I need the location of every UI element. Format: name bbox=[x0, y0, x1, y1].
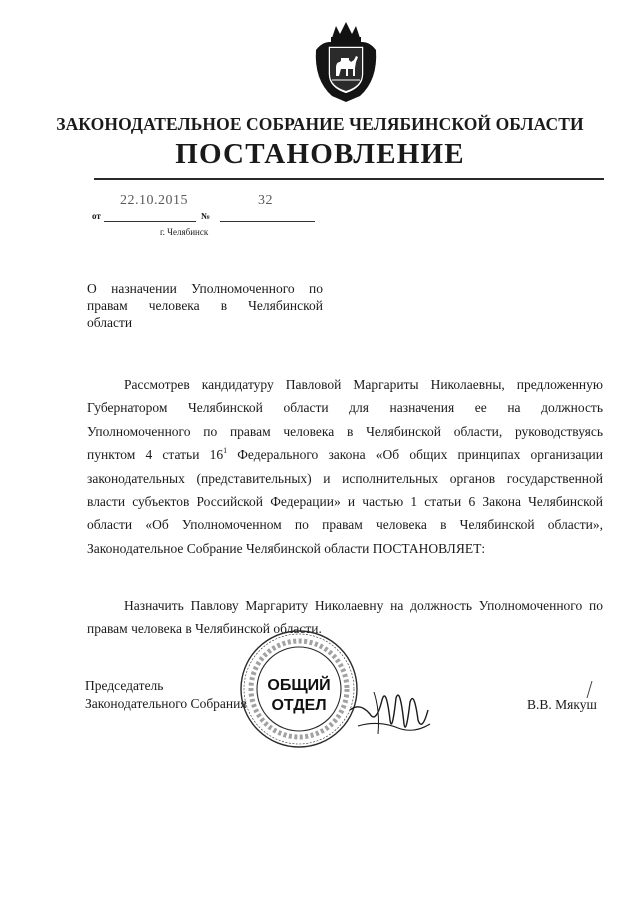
signer-title-line: Законодательного Собрания bbox=[85, 696, 247, 711]
header-divider bbox=[94, 178, 604, 180]
subject-line: О назначении Уполномоченного по bbox=[87, 281, 323, 296]
number-line bbox=[220, 221, 315, 222]
document-subject bbox=[87, 280, 323, 331]
body-line: Назначить Павлову Маргариту Николаевну на должность Уполномоченного по bbox=[124, 598, 603, 613]
signer-name: В.В. Мякуш bbox=[527, 697, 597, 712]
svg-text:ОТДЕЛ: ОТДЕЛ bbox=[271, 697, 327, 714]
number-value: 32 bbox=[258, 193, 273, 208]
official-stamp bbox=[238, 628, 360, 750]
ink-mark bbox=[584, 680, 594, 700]
body-line: законодательных (представительных) и исполнительных органов государственной bbox=[87, 470, 603, 486]
signer-title-line: Председатель bbox=[85, 678, 164, 693]
body-line: области «Об Уполномоченном по правам человека в Челябинской области», bbox=[87, 517, 603, 533]
date-prefix: от bbox=[92, 211, 101, 221]
svg-text:ОБЩИЙ: ОБЩИЙ bbox=[267, 677, 331, 694]
document-type-title: ПОСТАНОВЛЕНИЕ bbox=[175, 138, 465, 170]
body-line: Законодательное Собрание Челябинской области ПОСТАНОВЛЯЕТ: bbox=[87, 540, 486, 556]
date-value: 22.10.2015 bbox=[120, 193, 188, 208]
subject-line: правам человека в Челябинской bbox=[87, 298, 323, 313]
body-line: Рассмотрев кандидатуру Павловой Маргариты Николаевны, предложенную bbox=[124, 377, 603, 392]
signer-title bbox=[85, 677, 247, 713]
date-line bbox=[104, 221, 196, 222]
handwritten-signature bbox=[348, 680, 434, 742]
body-line: Уполномоченного по правам человека в Челябинской области, руководствуясь bbox=[87, 423, 603, 439]
body-paragraph-1 bbox=[87, 373, 603, 560]
subject-line: области bbox=[87, 315, 133, 330]
number-prefix: № bbox=[201, 211, 211, 221]
body-line: Губернатором Челябинской области для назначения ее на должность bbox=[87, 400, 603, 416]
body-line: власти субъектов Российской Федерации» и частью 1 статьи 6 Закона Челябинской bbox=[87, 494, 603, 510]
place-label: г. Челябинск bbox=[160, 227, 209, 237]
coat-of-arms-emblem bbox=[312, 20, 380, 104]
body-line: пунктом 4 статьи $16^1$ Федерального закона «Об общих принципах организации bbox=[87, 446, 603, 463]
body-line: правам человека в Челябинской области. bbox=[87, 621, 322, 637]
organization-name: ЗАКОНОДАТЕЛЬНОЕ СОБРАНИЕ ЧЕЛЯБИНСКОЙ ОБЛАСТИ bbox=[56, 114, 584, 134]
superscript: 1 bbox=[223, 446, 228, 456]
